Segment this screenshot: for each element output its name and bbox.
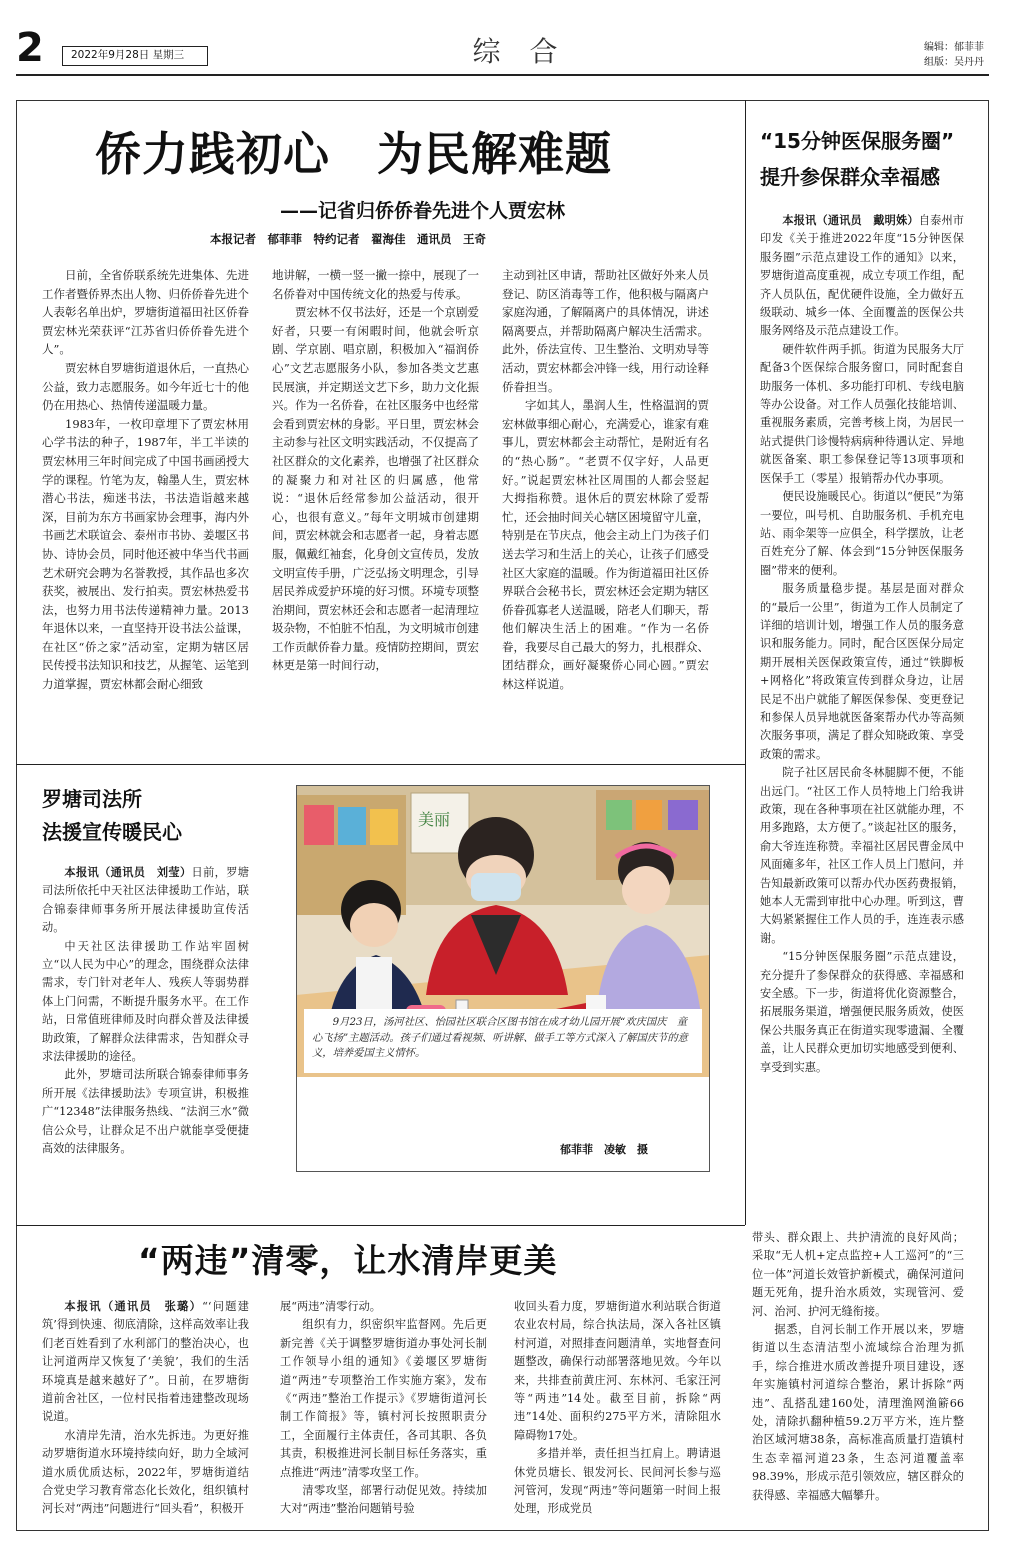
lead-paragraph: 贾宏林自罗塘街道退休后，一直热心公益，致力志愿服务。如今年近七十的他仍在用热心、热情传递温暖力量。	[42, 360, 249, 413]
right-title-line2: 提升参保群众幸福感	[760, 165, 940, 189]
bottom-paragraph: 组织有力，织密织牢监督网。先后更新完善《关于调整罗塘街道办事处河长制工作领导小组的通知》《姜堰区罗塘街道“两违”专项整治工作实施方案》，发布《“两违”整治工作提示》《罗塘街道河长制工作简报》等，镇村河长按照职责分工，全面履行主体责任，各司其职、各负其责，积极推进河长制目标任务落实，重点推进“两违”清零攻坚工作。	[280, 1318, 487, 1479]
lead-paragraph: 1983年，一枚印章埋下了贾宏林用心学书法的种子，1987年，半工半读的贾宏林用三年时间完成了中国书画函授大学的课程。竹笔为友，翰墨人生，贾宏林潜心书法，痴迷书法，书法造诣越来越深，目前为东方书画家协会理事，海内外书画艺术联谊会、泰州市书协、姜堰区书协、诗协会员，同时他还被中华当代书画艺术研究会聘为名誉教授，其作品也多次获奖，被展出、发行拍卖。贾宏林热爱书法，也努力用书法传递精神力量。2013年退休以来，一直坚持开设书法公益课，在社区“侨之家”活动室，定期为辖区居民传授书法知识和技艺，从握笔、运笔到力道掌握，贾宏林都会耐心细致	[42, 416, 249, 692]
right-column-divider	[745, 100, 746, 1225]
lead-paragraph: 字如其人，墨润人生，性格温润的贾宏林做事细心耐心，充满爱心，谁家有难事儿，贾宏林都会主动帮忙，是附近有名的“热心肠”。“老贾不仅字好，人品更好。”说起贾宏林社区周围的人都会竖起大拇指称赞。退休后的贾宏林除了爱帮忙，还会抽时间关心辖区困境留守儿童，特别是在节庆点，他会主动上门为孩子们送去学习和生活上的关心，让孩子们感受社区大家庭的温暖。作为街道福田社区侨界联合会秘书长，贾宏林还会定期为辖区侨眷孤寡老人送温暖，陪老人们聊天，帮他们解决生活上的困难。“作为一名侨眷，我要尽自己最大的努力，扎根群众、团结群众，画好凝聚侨心同心圆。”贾宏林这样说道。	[502, 398, 709, 692]
lead-paragraph: 贾宏林不仅书法好，还是一个京剧爱好者，只要一有闲暇时间，他就会听京剧、学京剧、唱京剧，积极加入“福润侨心”文艺志愿服务小队，参加各类文艺惠民展演，并定期送文艺下乡，助力文化振兴。作为一名侨眷，在社区服务中也经常会看到贾宏林的身影。平日里，贾宏林会主动参与社区文明实践活动，不仅提高了社区群众的文化素养，也增强了社区群众的凝聚力和对社区的归属感，他常说：“退休后经常参加公益活动，很开心，也很有意义。”每年文明城市创建期间，贾宏林就会和志愿者一起，身着志愿服，佩戴红袖套，化身创文宣传员，发放文明宣传手册，广泛弘扬文明理念，引导居民养成爱护环境的好习惯。环境专项整治期间，贾宏林还会和志愿者一起清理垃圾杂物，不怕脏不怕乱，为文明城市创建工作贡献侨眷力量。疫情防控期间，贾宏林更是第一时间行动，	[272, 305, 479, 673]
editor-credit: 编辑：郁菲菲	[924, 42, 984, 53]
bottom-paragraph: 清零攻坚，部署行动促见效。持续加大对“两违”整治问题销号验	[280, 1484, 487, 1516]
bottom-paragraph: 据悉，自河长制工作开展以来，罗塘街道以生态清洁型小流域综合治理为抓手，综合推进水质改善提升项目建设，逐年实施镇村河道综合整治，累计拆除“两违”、乱搭乱建160处，清理渔网渔簖66处，清除扒翻种植59.2万平方米，连片整治区域河塘38条，高标准高质量打造镇村生态幸福河道23条，生态河道覆盖率98.39%，形成示范引领效应，辖区群众的获得感、幸福感大幅攀升。	[752, 1323, 964, 1502]
lead-title: 侨力践初心 为民解难题	[95, 127, 612, 181]
right-byline: 本报讯（通讯员 戴明姝）	[782, 214, 919, 227]
date-box	[62, 46, 208, 66]
right-paragraph: 服务质量稳步提。基层是面对群众的“最后一公里”，街道为工作人员制定了详细的培训计划，增强工作人员的服务意识和服务能力。同时，配合区医保分局定期开展相关医保政策宣传，通过“铁脚板+网格化”将政策宣传到群众身边，让居民足不出户就能了解医保参保、变更登记和参保人员异地就医备案帮办代办等高频次服务事项，满足了群众知晓政策、享受政策的需求。	[760, 582, 964, 761]
lead-column-1	[42, 266, 249, 694]
bottom-paragraph: 多措并举，责任担当扛肩上。聘请退休党员塘长、银发河长、民间河长参与巡河管河，发现“两违”等问题第一时间上报处理，形成党员	[514, 1447, 721, 1516]
photo-credit: 郁菲菲 凌敏 摄	[560, 1143, 648, 1156]
right-paragraph: 院子社区居民俞冬林腿脚不便，不能出远门。“社区工作人员特地上门给我讲政策，现在各种事项在社区就能办理，不用多跑路，太方便了。”谈起社区的服务，俞大爷连连称赞。幸福社区居民曹金凤中风面瘫多年，社区工作人员上门慰问，并告知最新政策可以帮办代办医药费报销，她本人无需到审批中心办理。听到这，曹大妈紧紧握住工作人员的手，连连表示感谢。	[760, 766, 964, 945]
date-label: 2022年9月28日 星期三	[71, 49, 185, 61]
bottom-column-2	[280, 1298, 487, 1519]
lead-paragraph: 日前，全省侨联系统先进集体、先进工作者暨侨界杰出人物、归侨侨眷先进个人表彰名单出炉，罗塘街道福田社区侨眷贾宏林光荣获评“江苏省归侨侨眷先进个人”。	[42, 268, 249, 357]
left-paragraph: 此外，罗塘司法所联合锦泰律师事务所开展《法律援助法》专项宣讲，积极推广“12348”法律服务热线、“法润三水”微信公众号，让群众足不出户就能享受便捷高效的法律服务。	[42, 1068, 249, 1156]
lead-byline: 本报记者 郁菲菲 特约记者 翟海佳 通讯员 王奇	[210, 232, 486, 246]
bottom-column-1	[42, 1298, 249, 1519]
bottom-paragraph: 收回头看力度，罗塘街道水利站联合街道农业农村局，综合执法局，深入各社区镇村河道，对照排查问题清单，实地督查问题整改，确保行动部署落地见效。今年以来，共排查前黄庄河、东林河、毛家汪河等“两违”14处。截至目前，拆除“两违”14处、面积约275平方米，清除阻水障碍物17处。	[514, 1300, 721, 1442]
left-title-line2: 法援宣传暖民心	[42, 820, 182, 844]
left-paragraph	[42, 864, 249, 938]
bottom-column-4	[752, 1229, 964, 1505]
bottom-paragraph-text: “‘问题建筑’得到快速、彻底清除，这样高效率让我们老百姓看到了水利部门的整治决心，也让河道两岸又恢复了‘美貌’，我们的生活环境真是越来越好了”。日前，在罗塘街道前舍社区，一位村民指着违建整改现场说道。	[42, 1300, 249, 1424]
lead-bottom-divider	[16, 764, 745, 765]
photo-frame	[296, 785, 710, 1172]
bottom-paragraph: 带头、群众跟上、共护清流的良好风尚；采取“无人机+定点监控+人工巡河”的“三位一体”河道长效管护新模式，确保河道问题无死角，提升治水质效，实现管河、爱河、治河、护河无缝衔接。	[752, 1231, 964, 1318]
masthead-rule	[16, 74, 989, 76]
left-byline: 本报讯（通讯员 刘莹）	[64, 866, 192, 879]
right-title-line1: “15分钟医保服务圈”	[760, 129, 955, 153]
right-article-body	[760, 212, 964, 1077]
bottom-article-divider	[16, 1225, 745, 1226]
right-paragraph	[760, 212, 964, 341]
lead-column-2	[272, 266, 479, 675]
bottom-byline: 本报讯（通讯员 张璐）	[64, 1300, 203, 1313]
section-title: 综 合	[472, 35, 568, 68]
left-paragraph-text: 日前，罗塘司法所依托中天社区法律援助工作站，联合锦泰律师事务所开展法律援助宣传活动。	[42, 866, 249, 935]
bottom-paragraph: 水清岸先清，治水先拆违。为更好推动罗塘街道水环境持续向好，助力全域河道水质优质达标，2022年，罗塘街道结合党史学习教育常态化长效化，组织镇村河长对“两违”问题进行“回头看”，积极开	[42, 1428, 249, 1516]
lead-paragraph: 主动到社区申请，帮助社区做好外来人员登记、防区消毒等工作，他积极与隔离户家庭沟通，了解隔离户的具体情况，讲述隔离要点，并帮助隔离户解决生活需求。此外，侨法宣传、卫生整治、文明劝导等活动，贾宏林都会冲锋一线，用行动诠释侨眷担当。	[502, 268, 709, 394]
right-paragraph: 便民设施暖民心。街道以“便民”为第一要位，叫号机、自助服务机、手机充电站、雨伞架等一应俱全，科学摆放，让老百姓充分了解、体会到“15分钟医保服务圈”带来的便利。	[760, 490, 964, 577]
right-paragraph-text: 自泰州市印发《关于推进2022年度“15分钟医保服务圈”示范点建设工作的通知》以来，罗塘街道高度重视，成立专项工作组，配齐人员队伍，配优硬件设施，全力做好五级联动、城乡一体、全面覆盖的医保公共服务网络及示范点建设工作。	[760, 214, 964, 338]
lead-subtitle: ——记省归侨侨眷先进个人贾宏林	[280, 200, 566, 222]
photo-caption: 9月23日，汤河社区、怡园社区联合区图书馆在成才幼儿园开展“欢庆国庆 童心飞扬”主题活动。孩子们通过看视频、听讲解、做手工等方式深入了解国庆节的意义，培养爱国主义情怀。	[312, 1016, 688, 1059]
page-number: 2	[16, 25, 44, 71]
left-paragraph: 中天社区法律援助工作站牢固树立“以人民为中心”的理念，围绕群众法律需求，专门针对老年人、残疾人等弱势群体上门问需，不断提升服务水平。在工作站，日常值班律师及时向群众普及法律援助政策，了解群众法律需求，告知群众寻求法律援助的途径。	[42, 939, 249, 1064]
bottom-title: “两违”清零，让水清岸更美	[138, 1241, 558, 1280]
right-paragraph: “15分钟医保服务圈”示范点建设，充分提升了参保群众的获得感、幸福感和安全感。下一步，街道将优化资源整合，拓展服务渠道，增强便民服务质效，使医保公共服务真正在街道实现零遗漏、全覆盖，让人民群众更加切实地感受到便利、享受到实惠。	[760, 950, 964, 1074]
bottom-column-3	[514, 1298, 721, 1519]
board-text: 美丽	[418, 810, 451, 829]
bottom-paragraph: 展“两违”清零行动。	[280, 1300, 381, 1313]
left-title-line1: 罗塘司法所	[42, 787, 142, 811]
layout-credit: 组版：吴丹丹	[924, 57, 984, 68]
bottom-paragraph	[42, 1298, 249, 1427]
left-article-body	[42, 864, 249, 1159]
right-paragraph: 硬件软件两手抓。街道为民服务大厅配备3个医保综合服务窗口，同时配套自助服务一体机、多功能打印机、专线电脑等办公设备。对工作人员强化技能培训、重视服务素质，完善考核上岗，为居民一站式提供门诊慢特病病种待遇认定、异地就医备案、职工参保登记等13项事项和医保手工（零星）报销帮办代办事项。	[760, 342, 964, 485]
lead-paragraph: 地讲解，一横一竖一撇一捺中，展现了一名侨眷对中国传统文化的热爱与传承。	[272, 268, 479, 301]
lead-column-3	[502, 266, 709, 694]
